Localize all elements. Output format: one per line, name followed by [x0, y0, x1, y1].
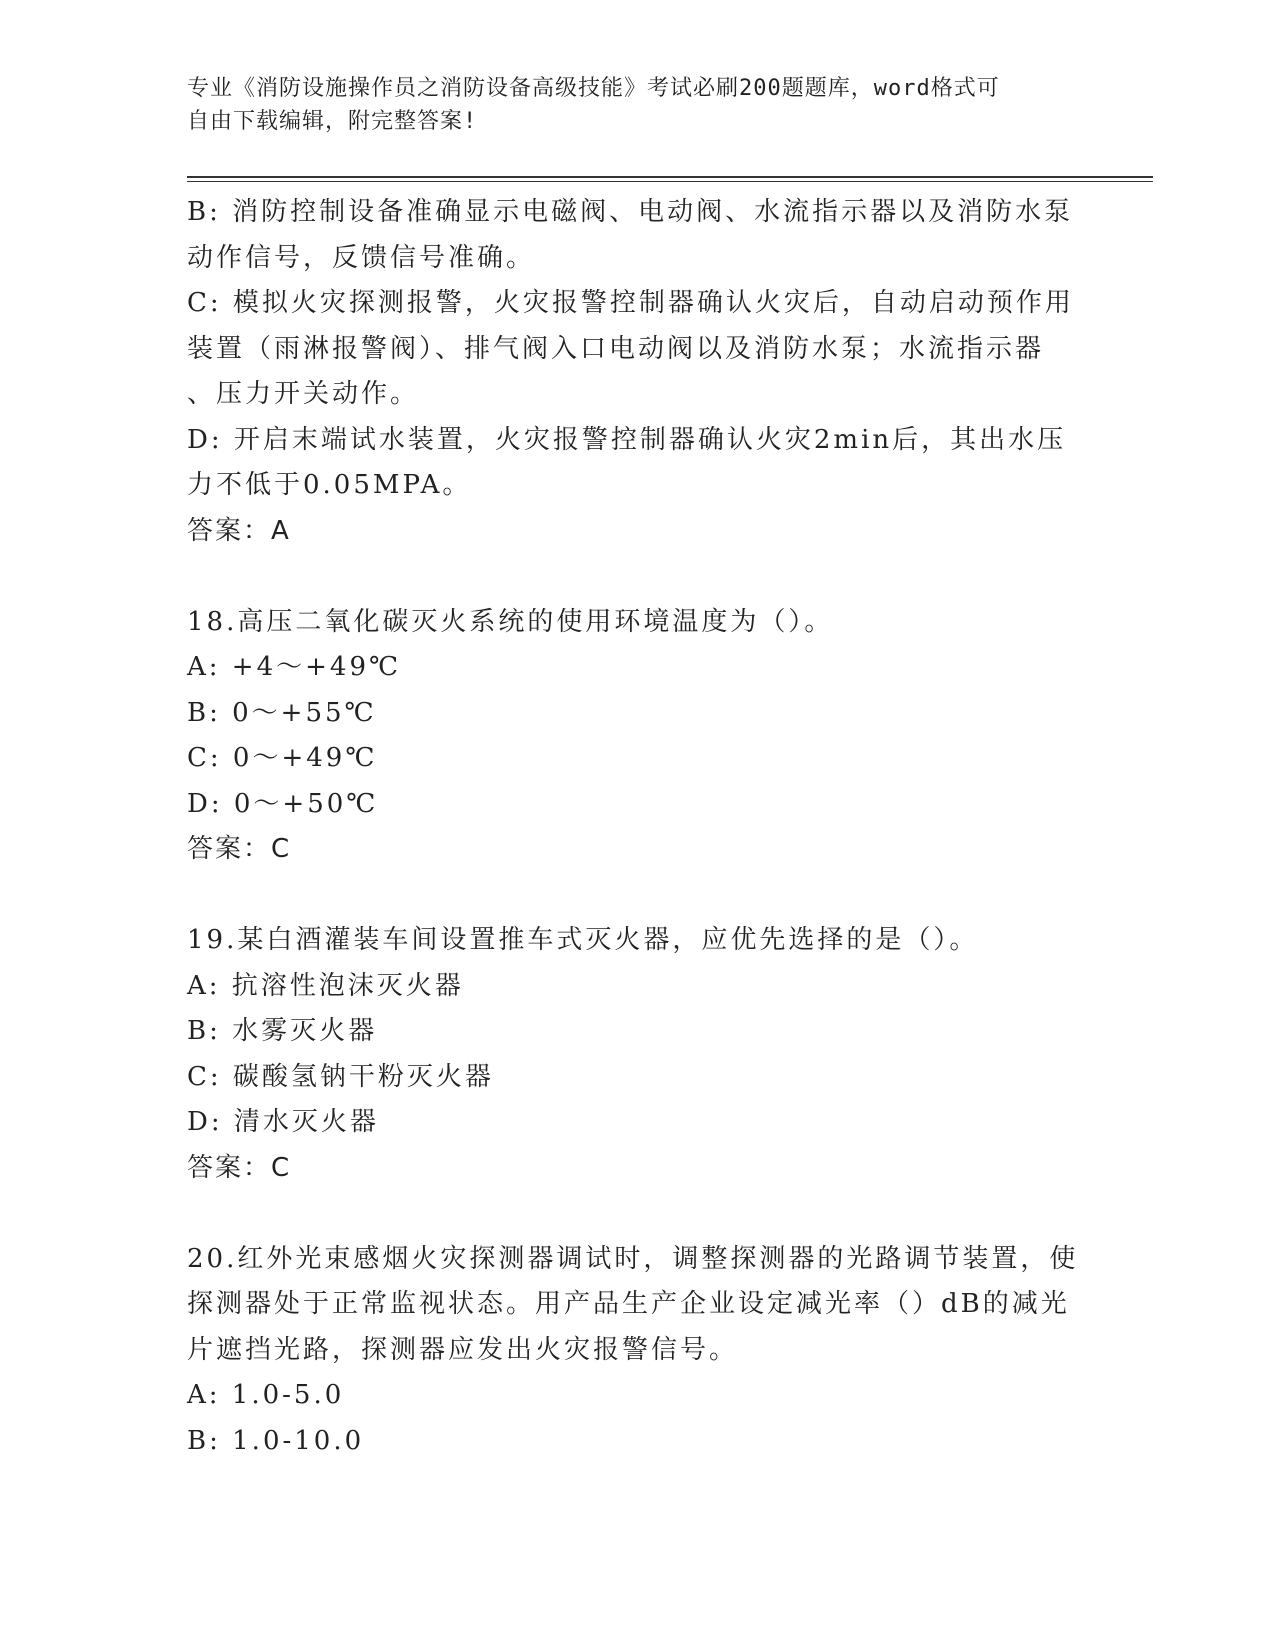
answer-17: 答案：A: [187, 515, 291, 546]
header-line-1: 专业《消防设施操作员之消防设备高级技能》考试必刷200题题库，word格式可: [187, 76, 1000, 101]
option-b: B: 0～+55℃: [187, 697, 377, 728]
question-text-line-2: 探测器处于正常监视状态。用产品生产企业设定减光率（）dB的减光: [187, 1289, 1070, 1319]
spacer: [187, 554, 1087, 600]
option-a: A: +4～+49℃: [187, 652, 402, 682]
question-text: 18.高压二氧化碳灭火系统的使用环境温度为（）。: [187, 606, 834, 637]
answer-18: 答案：C: [187, 834, 292, 864]
question-text-line-3: 片遮挡光路，探测器应发出火灾报警信号。: [187, 1334, 739, 1365]
header-line-2: 自由下载编辑，附完整答案!: [187, 109, 478, 134]
option-c-line-2: 装置（雨淋报警阀）、排气阀入口电动阀以及消防水泵；水流指示器: [187, 333, 1045, 364]
option-c: C: 碳酸氢钠干粉灭火器: [187, 1061, 494, 1092]
option-b: B: 1.0-10.0: [187, 1425, 365, 1456]
spacer: [187, 873, 1087, 919]
option-d: D: 0～+50℃: [187, 788, 379, 819]
option-d: D: 清水灭火器: [187, 1107, 379, 1137]
option-b: B: 水雾灭火器: [187, 1016, 378, 1046]
question-text: 19.某白酒灌装车间设置推车式灭火器，应优先选择的是（）。: [187, 925, 979, 955]
option-b-line-2: 动作信号，反馈信号准确。: [187, 242, 536, 273]
answer-19: 答案：C: [187, 1152, 292, 1183]
question-text-line-1: 20.红外光束感烟火灾探测器调试时，调整探测器的光路调节装置，使: [187, 1243, 1079, 1274]
question-20: [187, 1237, 1087, 1465]
question-17-continued: [187, 190, 1087, 554]
option-a: A: 抗溶性泡沫灭火器: [187, 970, 464, 1001]
option-c-line-1: C: 模拟火灾探测报警，火灾报警控制器确认火灾后，自动启动预作用: [187, 288, 1074, 318]
spacer: [187, 1191, 1087, 1237]
option-a: A: 1.0-5.0: [187, 1380, 345, 1410]
option-b-line-1: B: 消防控制设备准确显示电磁阀、电动阀、水流指示器以及消防水泵: [187, 197, 1074, 227]
question-19: [187, 918, 1087, 1191]
option-d-line-1: D: 开启末端试水装置，火灾报警控制器确认火灾2min后，其出水压: [187, 424, 1067, 455]
question-18: [187, 600, 1087, 873]
option-d-line-2: 力不低于0.05MPA。: [187, 470, 472, 500]
document-header: [187, 72, 1087, 138]
document-body: [187, 190, 1087, 1464]
option-c: C: 0～+49℃: [187, 743, 378, 773]
header-divider: [187, 176, 1153, 182]
option-c-line-3: 、压力开关动作。: [187, 379, 420, 409]
